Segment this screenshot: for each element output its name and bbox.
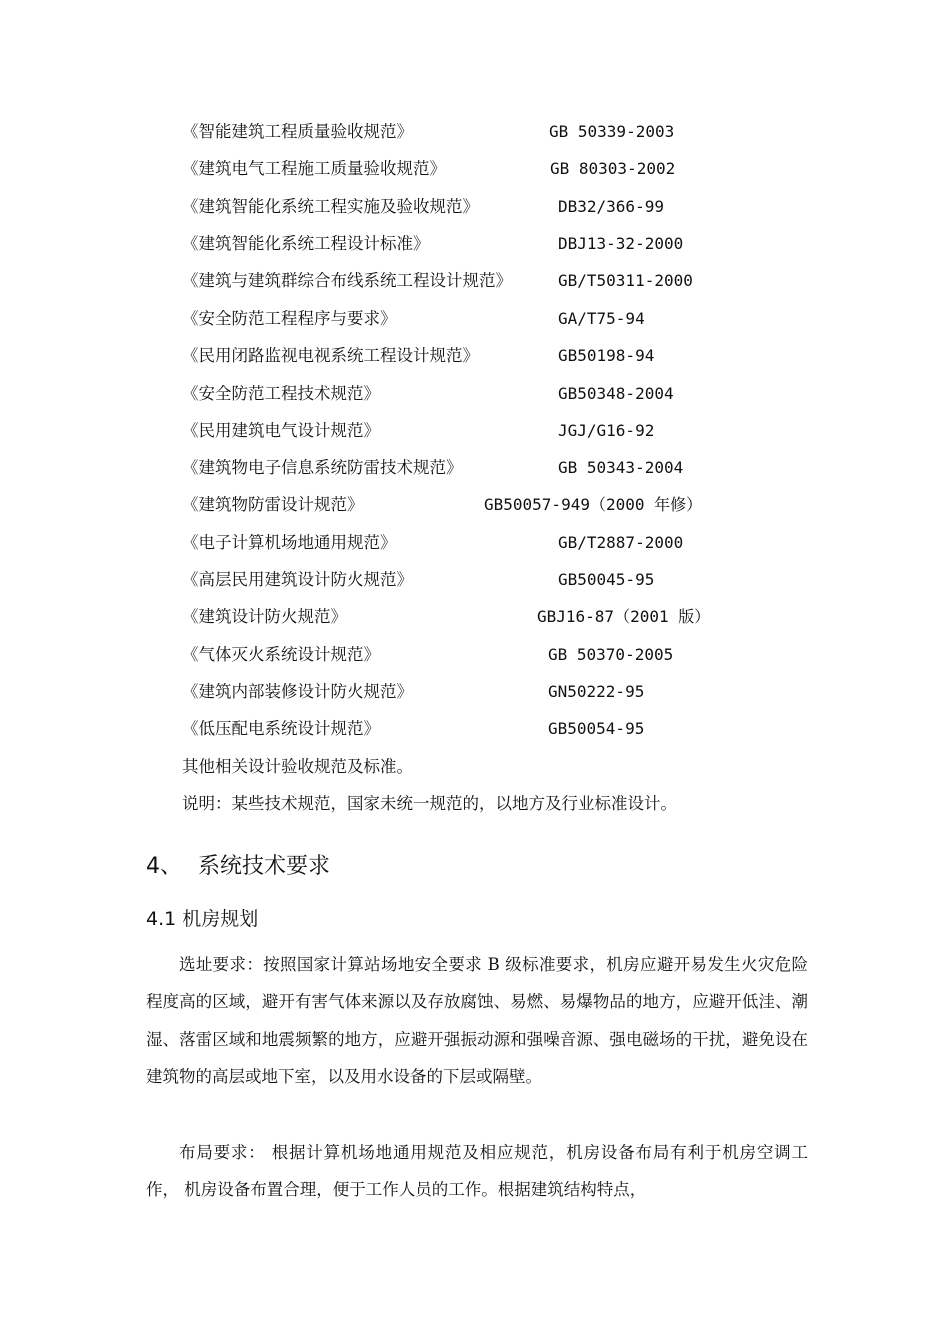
standard-item (182, 715, 645, 743)
layout-requirements-paragraph: 布局要求： 根据计算机场地通用规范及相应规范，机房设备布局有利于机房空调工作， 机房设备布置合理，便于工作人员的工作。根据建筑结构特点， (146, 1143, 808, 1200)
standard-item (182, 155, 676, 183)
standard-name: 《安全防范工程技术规范》 (182, 384, 380, 403)
standard-code: GB50054-95 (548, 719, 645, 738)
standard-name: 《建筑智能化系统工程设计标准》 (182, 234, 430, 253)
section-number: 4、 (146, 854, 182, 879)
standard-code: GN50222-95 (548, 682, 645, 701)
standard-name: 《电子计算机场地通用规范》 (182, 533, 397, 552)
standard-item (182, 641, 674, 669)
standard-name: 《民用闭路监视电视系统工程设计规范》 (182, 346, 479, 365)
standard-name: 《安全防范工程程序与要求》 (182, 309, 397, 328)
standard-name: 《建筑智能化系统工程实施及验收规范》 (182, 197, 479, 216)
standard-item (182, 305, 645, 333)
standard-code: GB 80303-2002 (550, 159, 676, 178)
standard-item (182, 417, 655, 445)
standard-name: 《建筑电气工程施工质量验收规范》 (182, 159, 446, 178)
standard-name: 《民用建筑电气设计规范》 (182, 421, 380, 440)
standard-name: 《高层民用建筑设计防火规范》 (182, 570, 413, 589)
standard-name: 《建筑物防雷设计规范》 (182, 495, 364, 514)
standard-code: GB 50343-2004 (558, 458, 684, 477)
standard-name: 《建筑内部装修设计防火规范》 (182, 682, 413, 701)
standard-code: GB 50370-2005 (548, 645, 674, 664)
site-requirements-paragraph: 选址要求：按照国家计算站场地安全要求 B 级标准要求，机房应避开易发生火灾危险程度高的区域，避开有害气体来源以及存放腐蚀、易燃、易爆物品的地方，应避开低洼、潮湿、落雷区域和地震频繁的地方，应避开强振动源和强噪音源、强电磁场的干扰，避免设在建筑物的高层或地下室，以及用水设备的下层或隔壁。 (146, 955, 808, 1086)
standard-code: GB/T2887-2000 (558, 533, 684, 552)
standard-name: 《建筑与建筑群综合布线系统工程设计规范》 (182, 271, 512, 290)
standard-code: GB50045-95 (558, 570, 655, 589)
standard-code: JGJ/G16-92 (558, 421, 655, 440)
subsection-heading: 4.1 机房规划 (146, 908, 259, 930)
standard-item (182, 380, 674, 408)
standard-item (182, 491, 703, 519)
standard-item (182, 454, 684, 482)
standard-name: 《建筑物电子信息系统防雷技术规范》 (182, 458, 463, 477)
standard-item (182, 566, 655, 594)
standard-item (182, 230, 684, 258)
standard-code: GB50198-94 (558, 346, 655, 365)
standard-item (182, 529, 684, 557)
standard-name: 《低压配电系统设计规范》 (182, 719, 380, 738)
standard-code: DBJ13-32-2000 (558, 234, 684, 253)
standard-code: GB 50339-2003 (549, 122, 675, 141)
standard-item (182, 603, 711, 631)
note-text: 说明：某些技术规范，国家未统一规范的，以地方及行业标准设计。 (182, 794, 677, 813)
section-title: 系统技术要求 (198, 854, 331, 879)
standard-name: 《气体灭火系统设计规范》 (182, 645, 380, 664)
standard-code: DB32/366-99 (558, 197, 664, 216)
standard-name: 《智能建筑工程质量验收规范》 (182, 122, 413, 141)
standard-code: GBJ16-87（2001 版） (537, 607, 711, 626)
standard-item (182, 193, 664, 221)
other-standards-text: 其他相关设计验收规范及标准。 (182, 757, 413, 776)
standard-item (182, 267, 693, 295)
standard-item (182, 118, 675, 146)
section-heading (146, 852, 330, 882)
standard-code: GB/T50311-2000 (558, 271, 693, 290)
standard-code: GB50057-949（2000 年修） (484, 495, 703, 514)
standard-item (182, 678, 645, 706)
standard-item (182, 342, 655, 370)
standard-name: 《建筑设计防火规范》 (182, 607, 347, 626)
standard-code: GB50348-2004 (558, 384, 674, 403)
standard-code: GA/T75-94 (558, 309, 645, 328)
